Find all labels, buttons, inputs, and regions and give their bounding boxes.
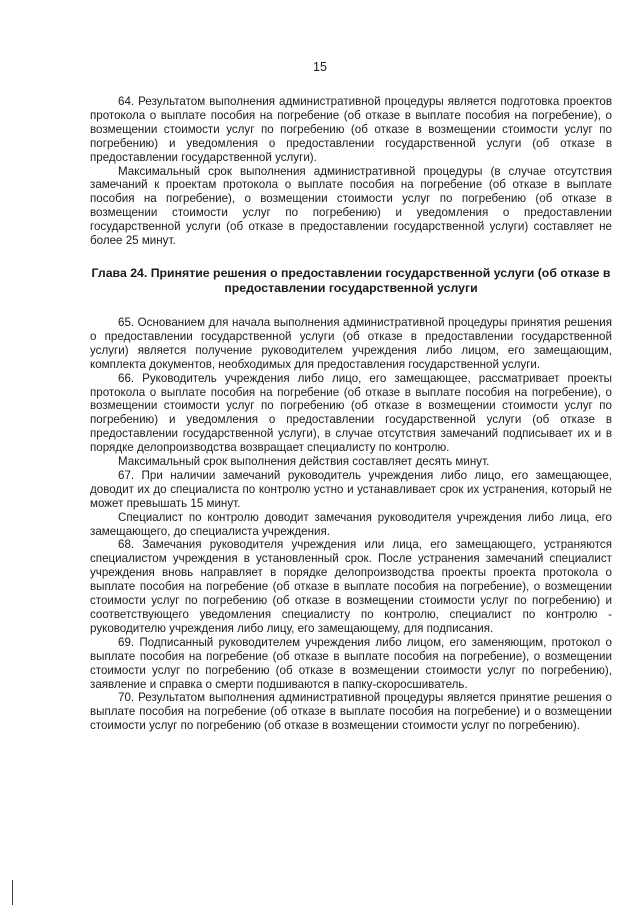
- scan-edge-line: [12, 880, 13, 905]
- document-body: [90, 95, 612, 733]
- paragraph-64-deadline: Максимальный срок выполнения административной процедуры (в случае отсутствия замечаний к проектам протокола о выплате пособия на погребение (об отказе в выплате пособия на погребение), о возмещении стоимости услуг по погребению (об отказе в возмещении стоимости услуг по погребению) и уведомления о предоставлении государственной услуги (об отказе в предоставлении государственной услуги) составляет не более 25 минут.: [90, 164, 612, 248]
- paragraph-69: 69. Подписанный руководителем учреждения либо лицом, его заменяющим, протокол о выплате пособия на погребение (об отказе в выплате пособия на погребение), о возмещении стоимости услуг по погребению (об отказе в возмещении стоимости услуг по погребению), заявление и справка о смерти подшиваются в папку-скоросшиватель.: [90, 635, 612, 691]
- chapter-heading: Глава 24. Принятие решения о предоставлении государственной услуги (об отказе в предоставлении государственной услуги: [91, 265, 611, 296]
- paragraph-65: 65. Основанием для начала выполнения административной процедуры принятия решения о предоставлении государственной услуги (об отказе в предоставлении государственной услуги) является получение руководителем учреждения либо лицом, его замещающим, комплекта документов, необходимых для предоставления государственной услуги.: [90, 315, 612, 371]
- paragraph-64: 64. Результатом выполнения административной процедуры является подготовка проектов протокола о выплате пособия на погребение (об отказе в выплате пособия на погребение), о возмещении стоимости услуг по погребению (об отказе в возмещении стоимости услуг по погребению) и уведомления о предоставлении государственной услуги (об отказе в предоставлении государственной услуги).: [90, 95, 612, 164]
- paragraph-68: 68. Замечания руководителя учреждения или лица, его замещающего, устраняются специалистом учреждения в установленный срок. После устранения замечаний специалист учреждения вновь направляет в порядке делопроизводства проекты проекта протокола о выплате пособия на погребение (об отказе в выплате пособия на погребение), о возмещении стоимости услуг по погребению (об отказе в возмещении стоимости услуг по погребению) и соответствующего уведомления специалисту по контролю, специалист по контролю - руководителю учреждения либо лицу, его замещающему, для подписания.: [90, 538, 612, 635]
- paragraph-70: 70. Результатом выполнения административной процедуры является принятие решения о выплате пособия на погребение (об отказе в выплате пособия на погребение) и о возмещении стоимости услуг по погребению (об отказе в возмещении стоимости услуг по погребению).: [90, 691, 612, 733]
- paragraph-67: 67. При наличии замечаний руководитель учреждения либо лицо, его замещающее, доводит их до специалиста по контролю устно и устанавливает срок их устранения, который не может превышать 15 минут.: [90, 468, 612, 510]
- paragraph-67-note: Специалист по контролю доводит замечания руководителя учреждения либо лица, его замещающего, до специалиста учреждения.: [90, 510, 612, 538]
- paragraph-66: 66. Руководитель учреждения либо лицо, его замещающее, рассматривает проекты протокола о выплате пособия на погребение (об отказе в выплате пособия на погребение), о возмещении стоимости услуг по погребению (об отказе в возмещении стоимости услуг по погребению) и уведомления о предоставлении государственной услуги (об отказе в предоставлении государственной услуги), в случае отсутствия замечаний подписывает их и в порядке делопроизводства возвращает специалисту по контролю.: [90, 371, 612, 455]
- page-number: 15: [313, 60, 327, 74]
- paragraph-66-deadline: Максимальный срок выполнения действия составляет десять минут.: [118, 455, 490, 469]
